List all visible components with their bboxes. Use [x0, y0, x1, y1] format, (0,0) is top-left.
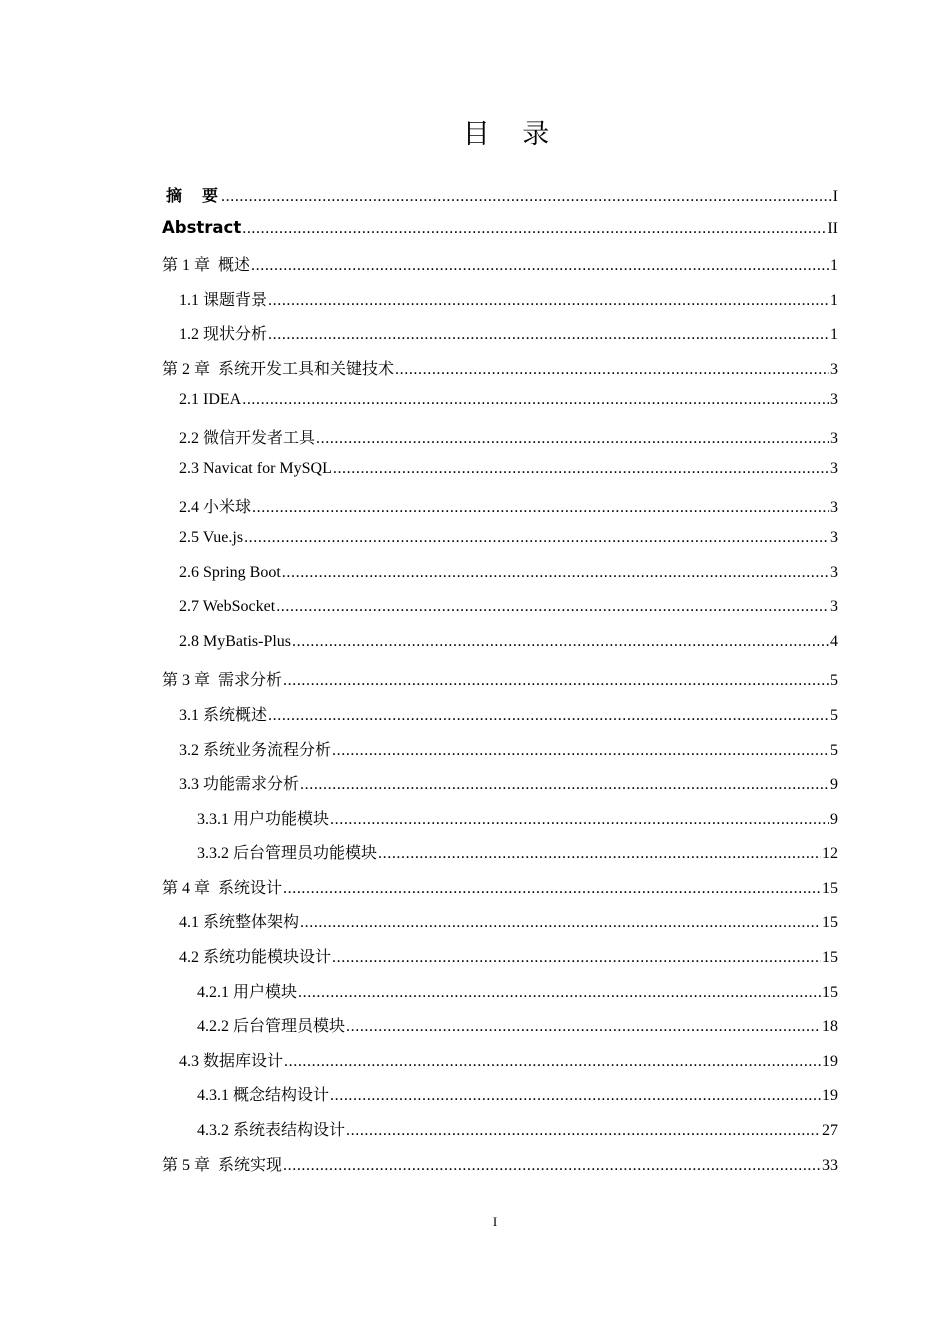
toc-entry[interactable] — [162, 771, 838, 806]
toc-entry-label: 2.4 小米球 — [179, 499, 252, 517]
toc-dot-leader — [283, 880, 821, 898]
toc-dot-leader — [283, 672, 829, 690]
toc-entry-page-number: 3 — [830, 499, 838, 517]
toc-entry-page-number: 3 — [830, 390, 838, 408]
toc-dot-leader — [330, 1087, 821, 1105]
toc-entry-page-number: 33 — [822, 1156, 838, 1174]
toc-entry[interactable] — [162, 806, 838, 841]
toc-dot-leader — [346, 1018, 821, 1036]
toc-dot-leader — [242, 220, 826, 238]
toc-entry[interactable] — [162, 598, 838, 633]
toc-dot-leader — [332, 949, 821, 967]
toc-entry-label: 第 3 章 需求分析 — [162, 672, 283, 690]
toc-entry[interactable] — [162, 633, 838, 668]
toc-entry[interactable] — [162, 529, 838, 564]
toc-entry-page-number: 3 — [830, 360, 838, 378]
toc-entry-label: 4.3.1 概念结构设计 — [197, 1087, 330, 1105]
toc-entry[interactable] — [162, 494, 838, 529]
toc-dot-leader — [378, 845, 821, 863]
toc-entry-page-number: 5 — [830, 706, 838, 724]
toc-entry[interactable] — [162, 1048, 838, 1083]
toc-entry-label: 3.3.2 后台管理员功能模块 — [197, 845, 378, 863]
toc-dot-leader — [333, 460, 829, 478]
toc-entry-page-number: 5 — [830, 741, 838, 759]
toc-entry-page-number: I — [832, 188, 838, 205]
toc-entry-page-number: 19 — [822, 1087, 838, 1105]
toc-entry-page-number: 5 — [830, 672, 838, 690]
toc-dot-leader — [221, 188, 832, 206]
toc-entry-label: 摘 要 — [166, 186, 221, 205]
toc-entry[interactable] — [162, 564, 838, 599]
toc-dot-leader — [252, 499, 829, 517]
toc-dot-leader — [346, 1122, 821, 1140]
toc-dot-leader — [283, 1157, 821, 1175]
toc-entry-page-number: 12 — [822, 845, 838, 863]
toc-dot-leader — [395, 361, 829, 379]
toc-entry[interactable] — [162, 321, 838, 356]
toc-entry[interactable] — [162, 840, 838, 875]
toc-entry-label: 2.6 Spring Boot — [179, 563, 281, 581]
toc-dot-leader — [251, 257, 829, 275]
toc-entry[interactable] — [162, 1117, 838, 1152]
toc-entry-page-number: 1 — [830, 326, 838, 344]
toc-entry-page-number: 1 — [830, 291, 838, 309]
toc-entry-label: 4.2 系统功能模块设计 — [179, 949, 332, 967]
toc-entry-page-number: 3 — [830, 528, 838, 546]
toc-entry[interactable] — [162, 979, 838, 1014]
toc-entry[interactable] — [162, 425, 838, 460]
toc-entry-label: 3.3 功能需求分析 — [179, 776, 300, 794]
toc-dot-leader — [316, 430, 829, 448]
toc-dot-leader — [276, 598, 829, 616]
toc-entry[interactable] — [162, 356, 838, 391]
toc-entry-page-number: 15 — [822, 914, 838, 932]
toc-entry[interactable] — [162, 944, 838, 979]
toc-entry[interactable] — [162, 875, 838, 910]
toc-dot-leader — [300, 914, 821, 932]
toc-entry[interactable] — [162, 1013, 838, 1048]
toc-entry[interactable] — [162, 460, 838, 495]
toc-entry-page-number: 9 — [830, 776, 838, 794]
toc-entry-label: 第 1 章 概述 — [162, 257, 251, 275]
toc-dot-leader — [330, 811, 829, 829]
toc-entry[interactable] — [162, 909, 838, 944]
toc-entry-label: 1.1 课题背景 — [179, 291, 268, 309]
toc-entry-label: 2.1 IDEA — [179, 390, 242, 408]
toc-dot-leader — [282, 564, 829, 582]
toc-entry-label: 3.2 系统业务流程分析 — [179, 741, 332, 759]
toc-entry-label: 2.8 MyBatis-Plus — [179, 632, 292, 650]
table-of-contents — [162, 183, 838, 1186]
toc-entry-label: 第 2 章 系统开发工具和关键技术 — [162, 360, 395, 378]
toc-dot-leader — [244, 529, 829, 547]
toc-entry-label: 2.2 微信开发者工具 — [179, 430, 316, 448]
toc-entry[interactable] — [162, 252, 838, 287]
toc-entry-page-number: 19 — [822, 1052, 838, 1070]
toc-entry[interactable] — [162, 391, 838, 426]
toc-dot-leader — [332, 742, 829, 760]
toc-entry-page-number: 3 — [830, 459, 838, 477]
toc-entry-label: 1.2 现状分析 — [179, 326, 268, 344]
toc-entry-label: 4.3 数据库设计 — [179, 1052, 284, 1070]
toc-dot-leader — [300, 776, 829, 794]
toc-entry[interactable] — [162, 287, 838, 322]
toc-entry[interactable] — [162, 218, 838, 253]
toc-entry-label: Abstract — [162, 217, 242, 237]
toc-dot-leader — [298, 984, 821, 1002]
toc-dot-leader — [268, 292, 829, 310]
toc-entry-page-number: 3 — [830, 430, 838, 448]
toc-entry[interactable] — [162, 702, 838, 737]
toc-entry[interactable] — [162, 1082, 838, 1117]
toc-entry-page-number: 3 — [830, 563, 838, 581]
toc-entry-page-number: 15 — [822, 949, 838, 967]
toc-entry-label: 4.2.1 用户模块 — [197, 983, 298, 1001]
toc-entry-page-number: 9 — [830, 810, 838, 828]
toc-dot-leader — [242, 391, 829, 409]
toc-dot-leader — [268, 707, 829, 725]
toc-entry[interactable] — [162, 183, 838, 218]
toc-dot-leader — [268, 326, 829, 344]
toc-entry-page-number: 15 — [822, 879, 838, 897]
toc-dot-leader — [284, 1053, 821, 1071]
toc-entry-label: 第 4 章 系统设计 — [162, 879, 283, 897]
toc-entry-page-number: 3 — [830, 598, 838, 616]
toc-entry-label: 第 5 章 系统实现 — [162, 1156, 283, 1174]
toc-entry[interactable] — [162, 737, 838, 772]
toc-entry-page-number: 4 — [830, 632, 838, 650]
toc-entry-label: 2.5 Vue.js — [179, 528, 244, 546]
toc-entry-label: 4.2.2 后台管理员模块 — [197, 1018, 346, 1036]
toc-entry-label: 3.3.1 用户功能模块 — [197, 810, 330, 828]
toc-entry-page-number: 18 — [822, 1018, 838, 1036]
toc-entry-label: 4.1 系统整体架构 — [179, 914, 300, 932]
toc-entry[interactable] — [162, 667, 838, 702]
toc-entry-page-number: 27 — [822, 1122, 838, 1140]
toc-entry-page-number: II — [827, 219, 838, 237]
page-number: I — [492, 1214, 498, 1229]
toc-entry-page-number: 15 — [822, 983, 838, 1001]
toc-entry-label: 4.3.2 系统表结构设计 — [197, 1122, 346, 1140]
toc-entry-page-number: 1 — [830, 257, 838, 275]
page-title: 目 录 — [462, 119, 562, 150]
toc-dot-leader — [292, 633, 829, 651]
toc-entry-label: 3.1 系统概述 — [179, 706, 268, 724]
toc-entry-label: 2.3 Navicat for MySQL — [179, 459, 332, 477]
toc-entry[interactable] — [162, 1152, 838, 1187]
toc-entry-label: 2.7 WebSocket — [179, 598, 276, 616]
